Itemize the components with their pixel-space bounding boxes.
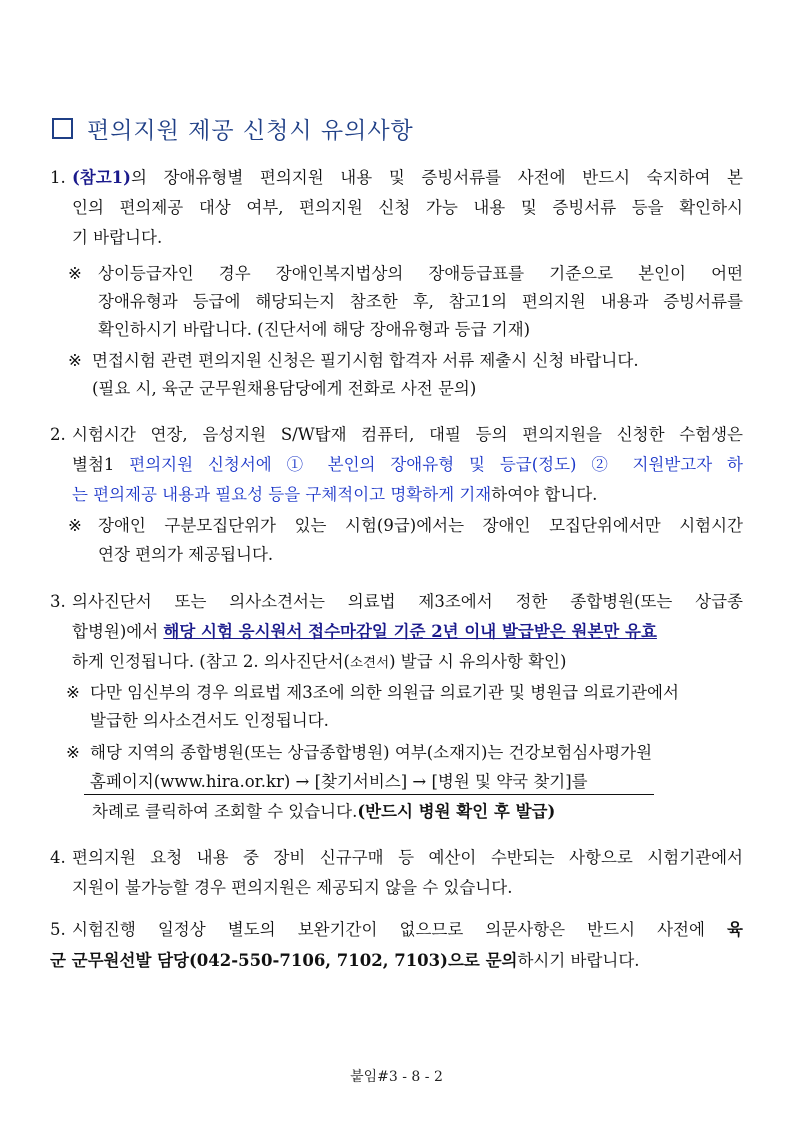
reference-1-label: (참고1): [72, 168, 131, 187]
item-5-line-1: 시험진행 일정상 별도의 보완기간이 없으므로 의문사항은 반드시 사전에 육: [72, 920, 743, 939]
item-2-line-1: 시험시간 연장, 음성지원 S/W탑재 컴퓨터, 대필 등의 편의지원을 신청한 수험생은: [72, 425, 743, 444]
item-1-line-3: 기 바랍니다.: [72, 228, 163, 247]
section-title: [50, 112, 414, 145]
section-title-text: 편의지원 제공 신청시 유의사항: [87, 118, 414, 144]
item-1-line-2: 인의 편의제공 대상 여부, 편의지원 신청 가능 내용 및 증빙서류 등을 확인하시: [72, 198, 743, 217]
note-3-2-line-1: 해당 지역의 종합병원(또는 상급종합병원) 여부(소재지)는 건강보험심사평가원: [90, 743, 653, 762]
item-5-line-2: 군 군무원선발 담당(042-550-7106, 7102, 7103)으로 문의하시기 바랍니다.: [50, 951, 640, 970]
underline-rule: [84, 794, 654, 795]
note-3-2-line-2: 홈페이지(www.hira.or.kr) → [찾기서비스] → [병원 및 약국 찾기]를: [90, 772, 588, 791]
note-3-2-line-3: 차례로 클릭하여 조회할 수 있습니다.(반드시 병원 확인 후 발급): [92, 802, 556, 821]
item-4-line-1: 편의지원 요청 내용 중 장비 신규구매 등 예산이 수반되는 사항으로 시험기관에서: [72, 848, 743, 867]
item-2-number: 2.: [50, 425, 66, 444]
note-mark: ※: [68, 516, 82, 535]
note-1-1-line-1: 상이등급자인 경우 장애인복지법상의 장애등급표를 기준으로 본인이 어떤: [98, 264, 743, 283]
note-1-2-line-1: 면접시험 관련 편의지원 신청은 필기시험 합격자 서류 제출시 신청 바랍니다.: [92, 351, 639, 370]
item-4-line-2: 지원이 불가능할 경우 편의지원은 제공되지 않을 수 있습니다.: [72, 878, 513, 897]
item-1-number: 1.: [50, 168, 66, 187]
item-1-line-1: (참고1)의 장애유형별 편의지원 내용 및 증빙서류를 사전에 반드시 숙지하여 본: [72, 168, 743, 187]
item-4-number: 4.: [50, 848, 66, 867]
note-3-1-line-1: 다만 임신부의 경우 의료법 제3조에 의한 의원급 의료기관 및 병원급 의료기관에서: [90, 683, 679, 702]
note-3-1-line-2: 발급한 의사소견서도 인정됩니다.: [90, 711, 329, 730]
item-3-number: 3.: [50, 592, 66, 611]
note-1-1-line-3: 확인하시기 바랍니다. (진단서에 해당 장애유형과 등급 기재): [98, 320, 531, 339]
note-2-1-line-1: 장애인 구분모집단위가 있는 시험(9급)에서는 장애인 모집단위에서만 시험시간: [98, 516, 743, 535]
note-1-2-line-2: (필요 시, 육군 군무원채용담당에게 전화로 사전 문의): [92, 379, 477, 398]
note-1-1-line-2: 장애유형과 등급에 해당되는지 참조한 후, 참고1의 편의지원 내용과 증빙서류를: [98, 292, 743, 311]
item-3-line-1: 의사진단서 또는 의사소견서는 의료법 제3조에서 정한 종합병원(또는 상급종: [72, 592, 743, 611]
contact-info: 군 군무원선발 담당(042-550-7106, 7102, 7103)으로 문의: [50, 951, 518, 970]
checkbox-square-icon: [52, 118, 73, 139]
note-2-1-line-2: 연장 편의가 제공됩니다.: [98, 545, 274, 564]
note-mark: ※: [66, 683, 80, 702]
item-3-line-2: 합병원)에서 해당 시험 응시원서 접수마감일 기준 2년 이내 발급받은 원본만 유효: [72, 622, 657, 641]
item-3-line-3: 하게 인정됩니다. (참고 2. 의사진단서(소견서) 발급 시 유의사항 확인): [72, 652, 567, 671]
item-2-line-3: 는 편의제공 내용과 필요성 등을 구체적이고 명확하게 기재하여야 합니다.: [72, 485, 598, 504]
note-mark: ※: [68, 351, 82, 370]
note-mark: ※: [68, 264, 82, 283]
page-footer: 붙임#3 - 8 - 2: [350, 1069, 443, 1085]
item-2-line-2: 별첨1 편의지원 신청서에 ① 본인의 장애유형 및 등급(정도) ② 지원받고자 하: [72, 455, 743, 474]
validity-highlight: 해당 시험 응시원서 접수마감일 기준 2년 이내 발급받은 원본만 유효: [163, 622, 657, 641]
note-mark: ※: [66, 743, 80, 762]
item-5-number: 5.: [50, 920, 66, 939]
